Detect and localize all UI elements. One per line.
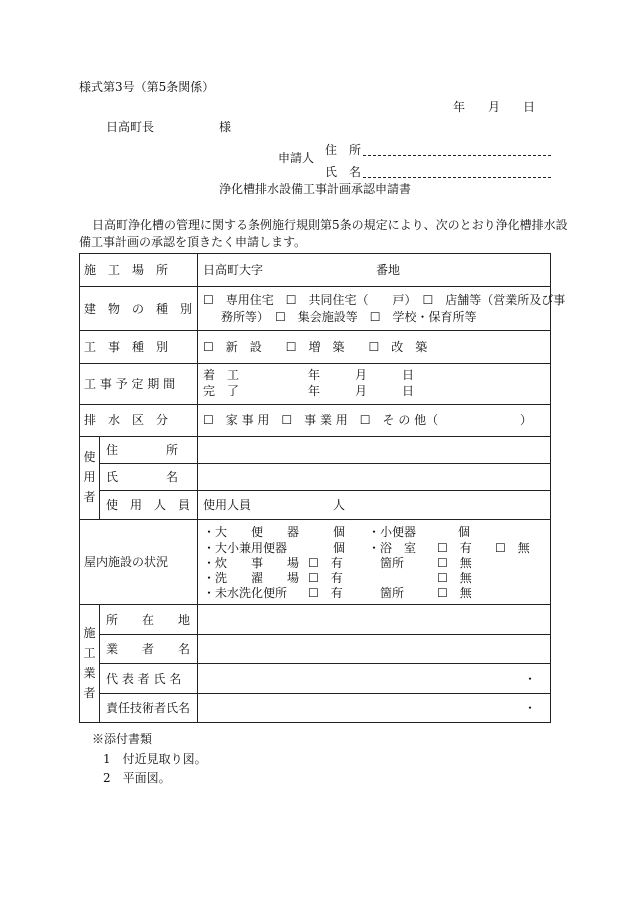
addressee-name: 日高町長 bbox=[106, 120, 155, 134]
applicant-address-label: 住 所 bbox=[325, 143, 362, 157]
user-group-label: 使 用 者 bbox=[83, 450, 96, 504]
schedule-start-month[interactable]: 月 bbox=[355, 368, 368, 382]
contractor-rep-label: 代 表 者 氏 名 bbox=[106, 672, 182, 686]
building-options-2[interactable]: 務所等） ☐ 集会施設等 ☐ 学校・保育所等 bbox=[221, 310, 477, 324]
schedule-end: 完 了 bbox=[203, 384, 240, 398]
addressee-honorific: 様 bbox=[219, 120, 232, 134]
user-persons-unit: 人 bbox=[333, 498, 346, 512]
drainage-close: ） bbox=[520, 413, 533, 427]
contractor-engineer-seal: ・ bbox=[524, 701, 537, 715]
applicant-address bbox=[325, 144, 551, 156]
building-label: 建 物 の 種 別 bbox=[84, 302, 193, 316]
intro-line-2: 備工事計画の承認を頂きたく申請します。 bbox=[79, 235, 307, 249]
site-suffix: 番地 bbox=[376, 263, 401, 277]
contractor-location-field[interactable] bbox=[203, 614, 543, 628]
work-type-options[interactable]: ☐ 新 設 ☐ 増 築 ☐ 改 築 bbox=[203, 340, 428, 354]
schedule-label: 工 事 予 定 期 間 bbox=[84, 377, 176, 391]
contractor-rep-seal: ・ bbox=[524, 672, 537, 686]
attachments-title: ※添付書類 bbox=[92, 732, 153, 746]
form-title: 浄化槽排水設備工事計画承認申請書 bbox=[219, 182, 412, 196]
intro-line-1: 日高町浄化槽の管理に関する条例施行規則第5条の規定により、次のとおり浄化槽排水設 bbox=[92, 218, 568, 232]
user-address-label: 住 所 bbox=[106, 443, 179, 457]
contractor-company-field[interactable] bbox=[203, 643, 543, 657]
schedule-start-year[interactable]: 年 bbox=[308, 368, 321, 382]
user-name-field[interactable] bbox=[203, 471, 543, 485]
applicant-label: 申請人 bbox=[278, 151, 315, 165]
schedule-start: 着 工 bbox=[203, 368, 240, 382]
applicant-name-field[interactable] bbox=[363, 166, 551, 178]
attachment-item-2: 2 平面図。 bbox=[103, 771, 171, 785]
applicant-address-field[interactable] bbox=[363, 144, 551, 156]
contractor-rep-field[interactable] bbox=[203, 673, 503, 687]
date-month: 月 bbox=[488, 100, 501, 114]
drainage-label: 排 水 区 分 bbox=[84, 413, 169, 427]
user-name-label: 氏 名 bbox=[106, 470, 179, 484]
schedule-end-year[interactable]: 年 bbox=[308, 384, 321, 398]
applicant-name bbox=[325, 166, 551, 178]
attachment-item-1: 1 付近見取り図。 bbox=[103, 752, 207, 766]
date-year: 年 bbox=[453, 100, 466, 114]
form-number: 様式第3号（第5条関係） bbox=[79, 80, 215, 94]
work-type-label: 工 事 種 別 bbox=[84, 340, 169, 354]
schedule-start-day[interactable]: 日 bbox=[402, 368, 415, 382]
contractor-engineer-label: 責任技術者氏名 bbox=[106, 701, 191, 715]
contractor-location-label: 所 在 地 bbox=[106, 613, 191, 627]
date-day: 日 bbox=[523, 100, 536, 114]
contractor-engineer-field[interactable] bbox=[203, 702, 503, 716]
site-label: 施 工 場 所 bbox=[84, 263, 169, 277]
contractor-group-label: 施 工 業 者 bbox=[83, 626, 96, 700]
drainage-options[interactable]: ☐ 家 事 用 ☐ 事 業 用 ☐ そ の 他（ bbox=[203, 413, 439, 427]
site-value[interactable]: 日高町大字 bbox=[203, 263, 264, 277]
applicant-name-label: 氏 名 bbox=[325, 165, 362, 179]
user-persons-label: 使 用 人 員 bbox=[106, 498, 191, 512]
contractor-company-label: 業 者 名 bbox=[106, 642, 191, 656]
schedule-end-day[interactable]: 日 bbox=[402, 384, 415, 398]
schedule-end-month[interactable]: 月 bbox=[355, 384, 368, 398]
user-persons-value[interactable]: 使用人員 bbox=[203, 498, 252, 512]
building-options-1[interactable]: ☐ 専用住宅 ☐ 共同住宅（ 戸） ☐ 店舗等（営業所及び事 bbox=[203, 293, 566, 307]
indoor-label: 屋内施設の状況 bbox=[84, 555, 169, 569]
user-address-field[interactable] bbox=[203, 444, 543, 458]
